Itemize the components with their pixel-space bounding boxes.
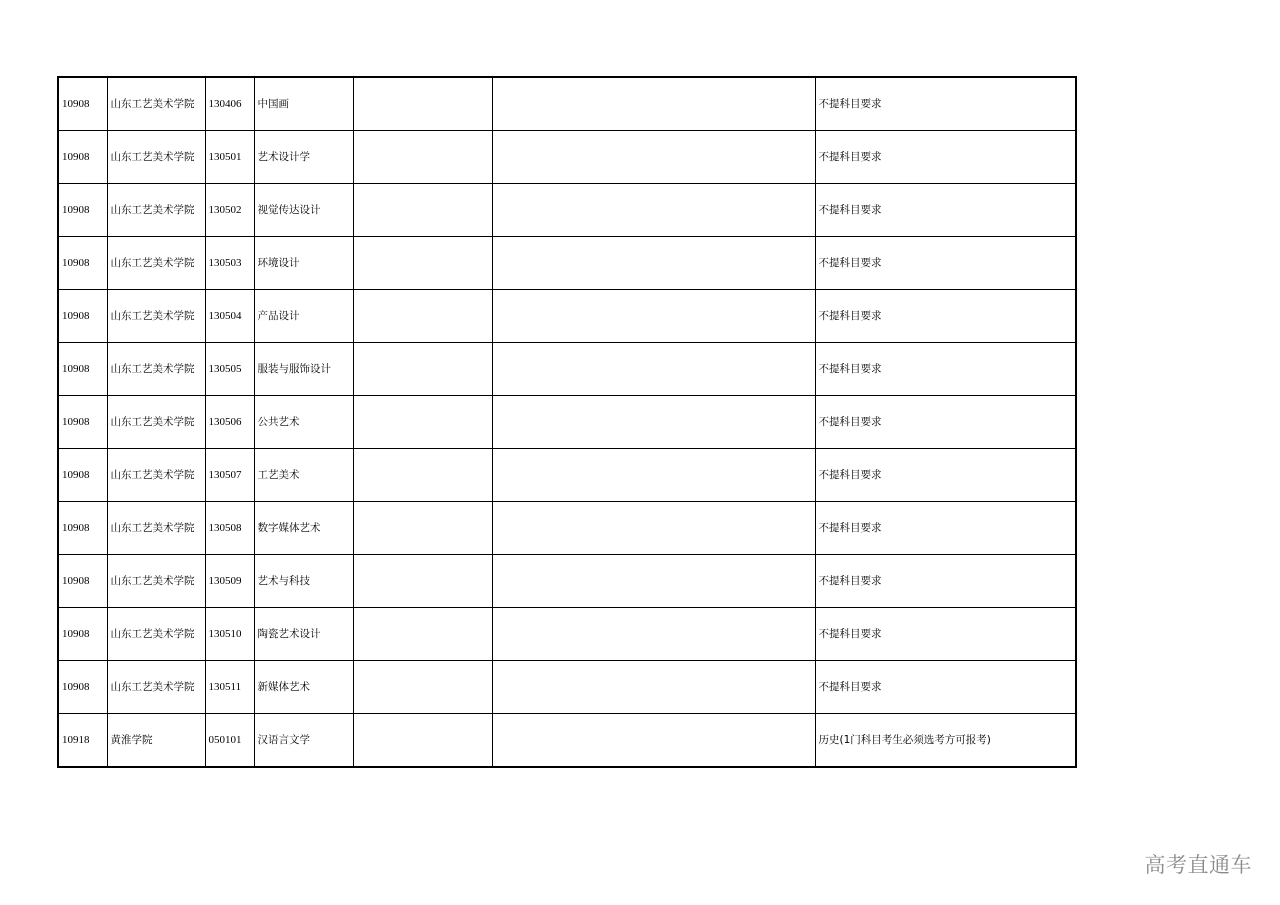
watermark-text: 高考直通车 [1144, 853, 1252, 877]
school-code-cell: 10908 [58, 608, 107, 661]
table-row [58, 555, 1076, 608]
empty-cell [492, 343, 815, 396]
school-name-cell: 山东工艺美术学院 [107, 502, 205, 555]
empty-cell [492, 131, 815, 184]
major-code-cell: 130504 [205, 290, 254, 343]
school-code-cell: 10908 [58, 555, 107, 608]
subject-requirement-cell: 不提科目要求 [815, 449, 1076, 502]
empty-cell [353, 343, 492, 396]
major-name-cell: 工艺美术 [254, 449, 353, 502]
empty-cell [492, 608, 815, 661]
school-code-cell: 10908 [58, 184, 107, 237]
major-code-cell: 050101 [205, 714, 254, 768]
subject-requirement-cell: 不提科目要求 [815, 184, 1076, 237]
table-row [58, 77, 1076, 131]
subject-requirement-cell: 不提科目要求 [815, 396, 1076, 449]
major-name-cell: 陶瓷艺术设计 [254, 608, 353, 661]
empty-cell [353, 237, 492, 290]
empty-cell [353, 502, 492, 555]
empty-cell [353, 449, 492, 502]
empty-cell [492, 184, 815, 237]
school-code-cell: 10918 [58, 714, 107, 768]
major-name-cell: 艺术与科技 [254, 555, 353, 608]
table-row [58, 290, 1076, 343]
empty-cell [492, 502, 815, 555]
major-name-cell: 视觉传达设计 [254, 184, 353, 237]
major-code-cell: 130509 [205, 555, 254, 608]
school-name-cell: 山东工艺美术学院 [107, 343, 205, 396]
subject-requirement-cell: 不提科目要求 [815, 77, 1076, 131]
major-code-cell: 130508 [205, 502, 254, 555]
major-name-cell: 环境设计 [254, 237, 353, 290]
table-row [58, 449, 1076, 502]
school-code-cell: 10908 [58, 502, 107, 555]
school-name-cell: 山东工艺美术学院 [107, 661, 205, 714]
major-code-cell: 130511 [205, 661, 254, 714]
empty-cell [353, 714, 492, 768]
admission-requirements-table [57, 76, 1077, 768]
school-name-cell: 山东工艺美术学院 [107, 237, 205, 290]
school-code-cell: 10908 [58, 237, 107, 290]
school-name-cell: 山东工艺美术学院 [107, 608, 205, 661]
major-code-cell: 130510 [205, 608, 254, 661]
subject-requirement-cell: 不提科目要求 [815, 661, 1076, 714]
school-name-cell: 山东工艺美术学院 [107, 396, 205, 449]
major-name-cell: 服装与服饰设计 [254, 343, 353, 396]
major-name-cell: 汉语言文学 [254, 714, 353, 768]
empty-cell [492, 661, 815, 714]
empty-cell [353, 608, 492, 661]
school-code-cell: 10908 [58, 449, 107, 502]
major-name-cell: 产品设计 [254, 290, 353, 343]
subject-requirement-cell: 不提科目要求 [815, 555, 1076, 608]
subject-requirement-cell: 不提科目要求 [815, 131, 1076, 184]
table-row [58, 608, 1076, 661]
school-code-cell: 10908 [58, 661, 107, 714]
subject-requirement-cell: 不提科目要求 [815, 502, 1076, 555]
school-code-cell: 10908 [58, 290, 107, 343]
major-name-cell: 新媒体艺术 [254, 661, 353, 714]
empty-cell [492, 714, 815, 768]
major-name-cell: 中国画 [254, 77, 353, 131]
empty-cell [353, 661, 492, 714]
table-row [58, 131, 1076, 184]
empty-cell [353, 184, 492, 237]
table-row [58, 343, 1076, 396]
major-code-cell: 130406 [205, 77, 254, 131]
empty-cell [492, 449, 815, 502]
school-name-cell: 山东工艺美术学院 [107, 131, 205, 184]
table-row [58, 502, 1076, 555]
major-name-cell: 数字媒体艺术 [254, 502, 353, 555]
empty-cell [353, 290, 492, 343]
school-code-cell: 10908 [58, 77, 107, 131]
empty-cell [492, 290, 815, 343]
major-code-cell: 130507 [205, 449, 254, 502]
major-code-cell: 130502 [205, 184, 254, 237]
school-name-cell: 山东工艺美术学院 [107, 449, 205, 502]
empty-cell [492, 396, 815, 449]
empty-cell [353, 131, 492, 184]
subject-requirement-cell: 不提科目要求 [815, 608, 1076, 661]
major-code-cell: 130505 [205, 343, 254, 396]
school-code-cell: 10908 [58, 396, 107, 449]
table-row [58, 184, 1076, 237]
major-name-cell: 公共艺术 [254, 396, 353, 449]
table-body [58, 77, 1076, 767]
table-row [58, 661, 1076, 714]
school-code-cell: 10908 [58, 131, 107, 184]
empty-cell [492, 237, 815, 290]
empty-cell [353, 77, 492, 131]
school-name-cell: 山东工艺美术学院 [107, 555, 205, 608]
school-code-cell: 10908 [58, 343, 107, 396]
subject-requirement-cell: 不提科目要求 [815, 237, 1076, 290]
empty-cell [353, 555, 492, 608]
table-row [58, 714, 1076, 768]
major-code-cell: 130501 [205, 131, 254, 184]
table-row [58, 396, 1076, 449]
table-row [58, 237, 1076, 290]
subject-requirement-cell: 不提科目要求 [815, 290, 1076, 343]
school-name-cell: 黄淮学院 [107, 714, 205, 768]
empty-cell [353, 396, 492, 449]
major-name-cell: 艺术设计学 [254, 131, 353, 184]
subject-requirement-cell: 不提科目要求 [815, 343, 1076, 396]
major-code-cell: 130503 [205, 237, 254, 290]
empty-cell [492, 77, 815, 131]
school-name-cell: 山东工艺美术学院 [107, 77, 205, 131]
school-name-cell: 山东工艺美术学院 [107, 184, 205, 237]
major-code-cell: 130506 [205, 396, 254, 449]
subject-requirement-cell: 历史(1门科目考生必须选考方可报考) [815, 714, 1076, 768]
empty-cell [492, 555, 815, 608]
school-name-cell: 山东工艺美术学院 [107, 290, 205, 343]
